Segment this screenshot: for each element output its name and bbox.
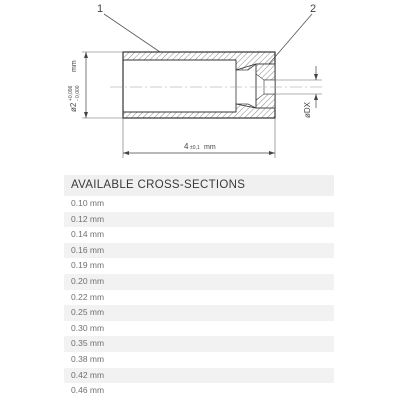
callout-1-leader <box>104 14 160 52</box>
length-dimension <box>123 118 275 158</box>
cross-section-row: 0.22 mm <box>64 290 334 306</box>
cross-section-row: 0.19 mm <box>64 258 334 274</box>
diameter-dimension <box>68 52 123 118</box>
dx-label: øDX <box>303 102 312 118</box>
diameter-label: ø2 <box>69 102 78 112</box>
length-label: 4 <box>184 142 189 151</box>
cross-section-row: 0.42 mm <box>64 368 334 384</box>
cross-section-row: 0.25 mm <box>64 305 334 321</box>
cross-section-row: 0.30 mm <box>64 321 334 337</box>
cross-sections-table <box>64 175 334 399</box>
cross-section-row: 0.12 mm <box>64 212 334 228</box>
diameter-tol-upper: +0,096 <box>68 85 74 101</box>
cross-section-row: 0.38 mm <box>64 352 334 368</box>
section-title: AVAILABLE CROSS-SECTIONS <box>64 175 334 196</box>
diameter-unit: mm <box>71 60 78 72</box>
length-tol: ±0,1 <box>190 145 200 151</box>
cross-section-row: 0.46 mm <box>64 383 334 399</box>
cross-section-row: 0.20 mm <box>64 274 334 290</box>
cross-section-row: 0.16 mm <box>64 243 334 259</box>
cross-section-row: 0.14 mm <box>64 227 334 243</box>
callout-2: 2 <box>310 3 317 15</box>
sleeve-body <box>123 52 275 118</box>
dx-dimension <box>275 66 322 118</box>
callout-1: 1 <box>97 3 104 15</box>
cross-section-row: 0.35 mm <box>64 336 334 352</box>
cross-sections-list <box>64 196 334 399</box>
cross-section-row: 0.10 mm <box>64 196 334 212</box>
technical-drawing <box>0 0 400 170</box>
diameter-tol-lower: - 0,000 <box>75 85 81 101</box>
length-unit: mm <box>204 144 216 151</box>
